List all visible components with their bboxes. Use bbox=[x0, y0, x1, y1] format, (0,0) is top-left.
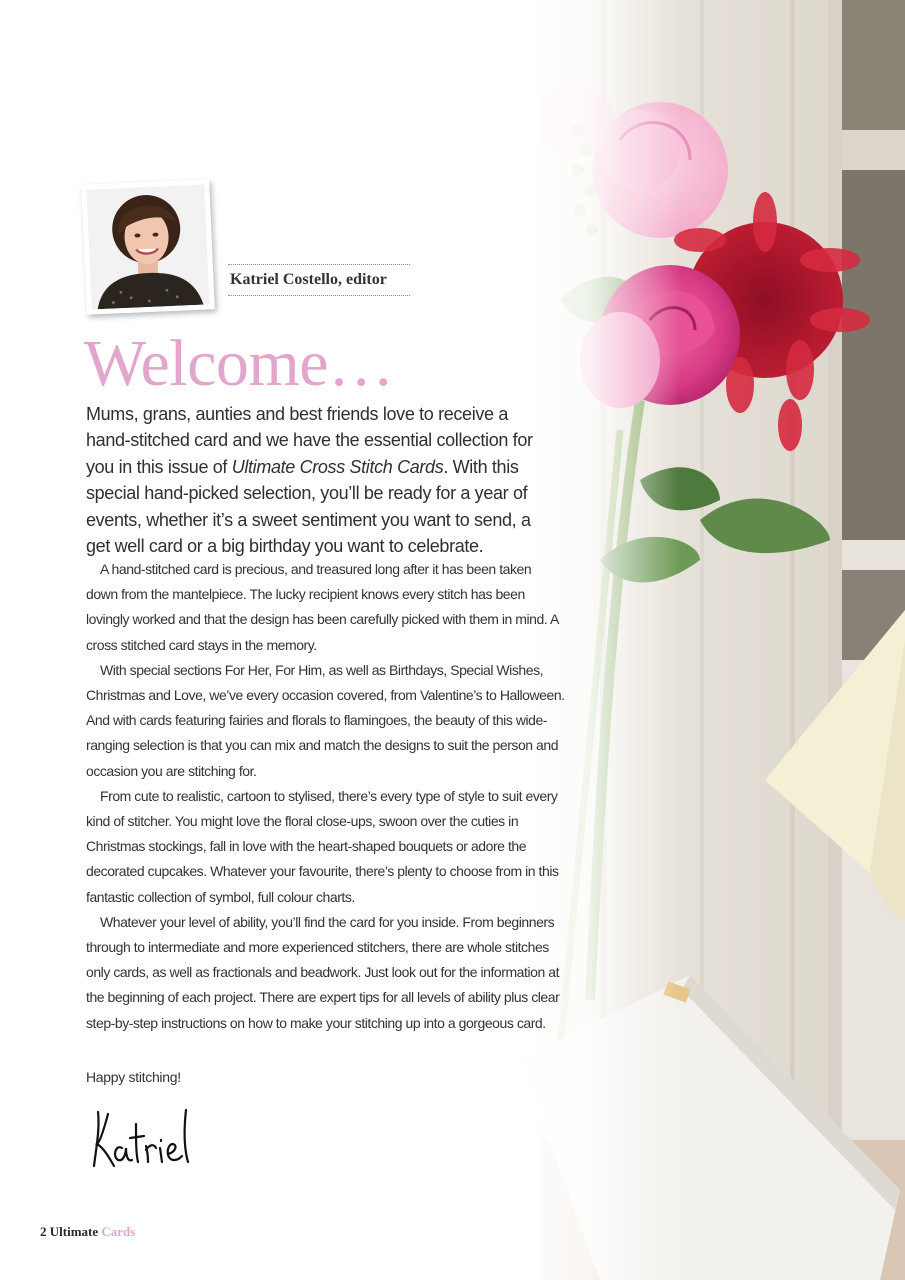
footer-brand: Ultimate bbox=[49, 1224, 99, 1239]
magazine-title: Ultimate Cross Stitch Cards bbox=[231, 456, 444, 477]
intro-text-start: Mums, grans, aunties and best friends love to receive a hand-stitched card and we have the essential collection for you in this issue of bbox=[86, 404, 533, 477]
body-paragraph: From cute to realistic, cartoon to stylised, there’s every type of style to suit every kind of stitcher. You might love the floral close-ups, swoon over the cuties in Christmas stockings, fall in love with the heart-shaped bouquets or adore the decorated cupcakes. Whatever your favourite, there’s plenty to choose from in this fantastic collection of symbol, full colour charts. bbox=[86, 787, 559, 905]
editor-credit: Katriel Costello, editor bbox=[228, 264, 410, 296]
intro-paragraph bbox=[86, 401, 556, 559]
body-paragraph: A hand-stitched card is precious, and treasured long after it has been taken down from the mantelpiece. The lucky recipient knows every stitch has been lovingly worked and that the design has been carefully picked with them in mind. A cross stitched card stays in the memory. bbox=[86, 561, 559, 653]
footer-section: Cards bbox=[101, 1224, 136, 1239]
page-title: Welcome… bbox=[84, 327, 394, 400]
body-copy bbox=[86, 557, 566, 1036]
body-paragraph: With special sections For Her, For Him, as well as Birthdays, Special Wishes, Christmas and Love, we’ve every occasion covered, from Valentine’s to Halloween. And with cards featuring fairies and florals to flamingoes, the beauty of this wide-ranging selection is that you can mix and match the designs to suit the person and occasion you are stitching for. bbox=[86, 661, 565, 779]
sign-off: Happy stitching! bbox=[86, 1069, 181, 1085]
page-footer bbox=[40, 1224, 135, 1240]
intro-text-end: . With this special hand-picked selection, you’ll be ready for a year of events, whether it’s a sweet sentiment you want to send, a get well card or a big birthday you want to celebrate. bbox=[86, 456, 531, 557]
editor-photo bbox=[81, 179, 215, 314]
editor-signature bbox=[88, 1104, 198, 1179]
body-paragraph: Whatever your level of ability, you’ll find the card for you inside. From beginners through to intermediate and more experienced stitchers, there are whole stitches only cards, as well as fractionals and beadwork. Just look out for the information at the beginning of each project. There are expert tips for all levels of ability plus clear step-by-step instructions on how to make your stitching up into a gorgeous card. bbox=[86, 913, 560, 1031]
editor-portrait-illustration bbox=[86, 184, 209, 309]
page-number: 2 bbox=[40, 1224, 47, 1239]
signature-illustration bbox=[88, 1104, 198, 1174]
